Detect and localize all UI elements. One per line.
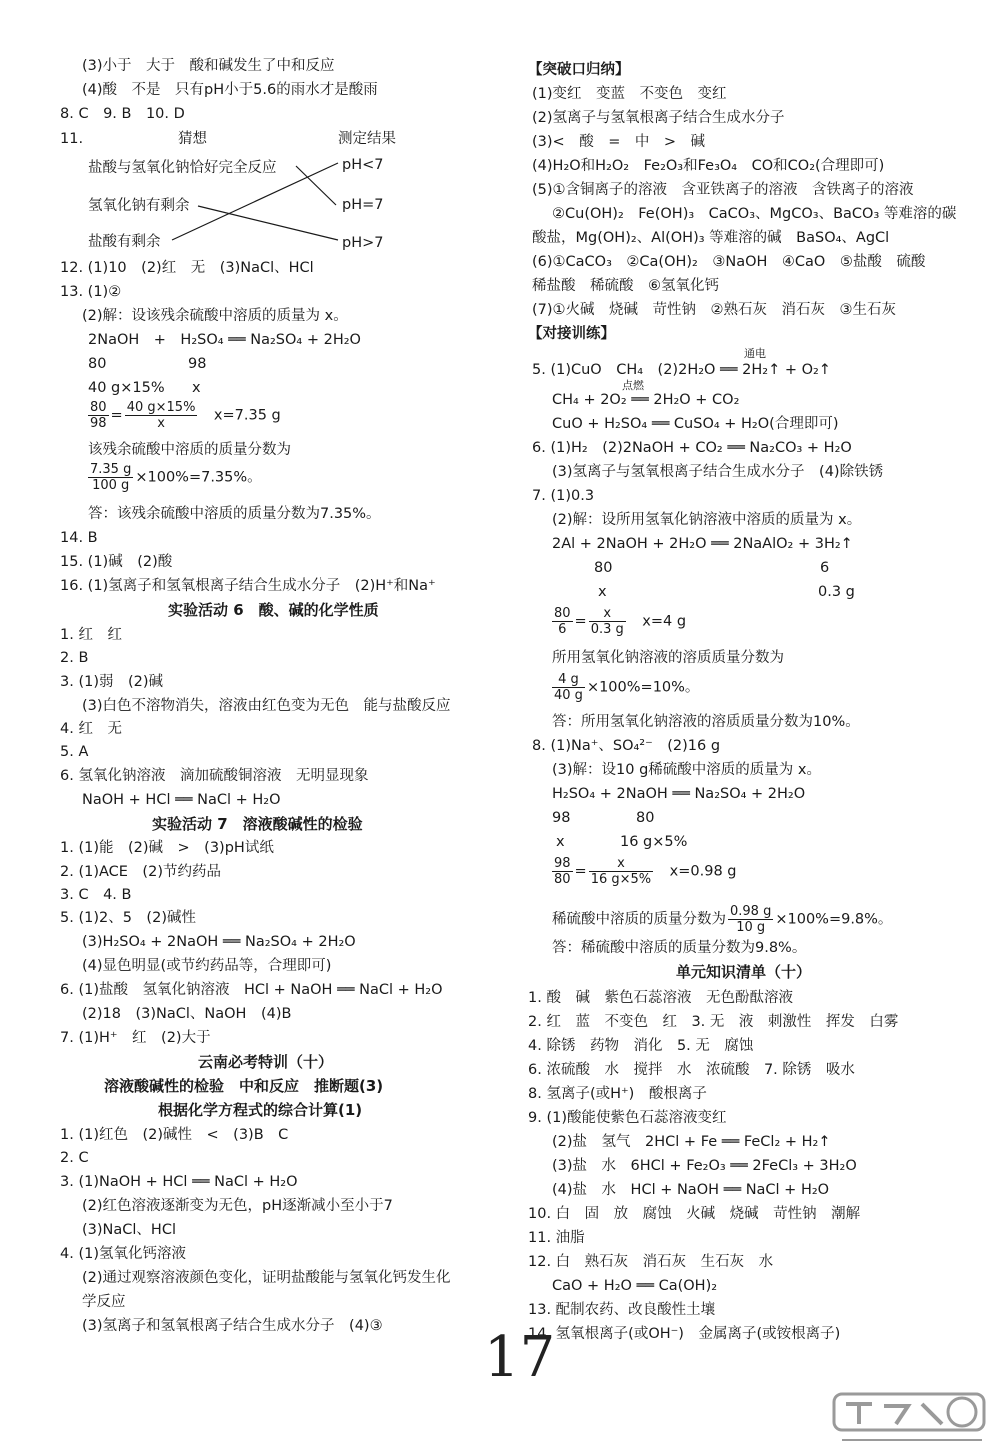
answer-line: (3)< 酸 = 中 > 碱	[532, 134, 705, 150]
answer-line: 6. (1)盐酸 氢氧化钠溶液 HCl + NaOH ══ NaCl + H₂O	[60, 982, 443, 998]
equation: 5. (1)CuO CH₄ (2)2H₂O ══ 2H₂↑ + O₂↑	[532, 362, 831, 378]
equation: (3)盐 水 6HCl + Fe₂O₃ ══ 2FeCl₃ + 3H₂O	[552, 1158, 857, 1174]
section-heading: 单元知识清单（十）	[676, 963, 812, 981]
answer-line: (3)白色不溶物消失，溶液由红色变为无色 能与盐酸反应	[82, 698, 451, 714]
answer-line: 4. 红 无	[60, 721, 122, 737]
match-line-1	[296, 166, 336, 205]
answer-line: (3)氢离子与氢氧根离子结合生成水分子 (4)除铁锈	[552, 464, 884, 480]
ratio-value: 6	[820, 560, 830, 576]
answer-line: 4. (1)氢氧化钙溶液	[60, 1246, 186, 1262]
equation: CaO + H₂O ══ Ca(OH)₂	[552, 1278, 718, 1294]
answer-line: (2)氢离子与氢氧根离子结合生成水分子	[532, 110, 785, 126]
column-header-result: 测定结果	[338, 131, 396, 147]
answer-line: 酸盐，Mg(OH)₂、Al(OH)₃ 等难溶的碱 BaSO₄、AgCl	[532, 230, 890, 246]
answer-line: 5. (1)2、5 (2)碱性	[60, 910, 196, 926]
answer-line: 7. (1)H⁺ 红 (2)大于	[60, 1030, 211, 1046]
answer-line: 3. C 4. B	[60, 887, 132, 903]
answer-line: 1. 酸 碱 紫色石蕊溶液 无色酚酞溶液	[528, 990, 793, 1006]
reaction-condition: 点燃	[622, 379, 644, 392]
fraction: $\frac{98}{80}$	[554, 856, 571, 887]
fraction-line: $\frac{7.35 g}{100 g}$ ×100%=7.35%。	[90, 462, 262, 493]
answer-line: 14. B	[60, 530, 98, 546]
fraction: $\frac{4 g}{40 g}$	[554, 672, 583, 703]
answer-line: 稀盐酸 稀硫酸 ⑥氢氧化钙	[532, 278, 719, 294]
ratio-value: x	[598, 584, 607, 600]
equation: 2NaOH + H₂SO₄ ══ Na₂SO₄ + 2H₂O	[88, 332, 361, 348]
answer-line: (2)18 (3)NaCl、NaOH (4)B	[82, 1006, 292, 1022]
ratio-value: 16 g×5%	[620, 834, 688, 850]
answer-line: 13. 配制农药、改良酸性土壤	[528, 1302, 716, 1318]
page-number: 17	[484, 1325, 556, 1390]
ratio-value: x	[556, 834, 565, 850]
equation: 6. (1)H₂ (2)2NaOH + CO₂ ══ Na₂CO₃ + H₂O	[532, 440, 852, 456]
ratio-value: 98	[552, 810, 571, 826]
answer-line: 8. C 9. B 10. D	[60, 106, 185, 122]
answer-line: 14. 氢氧根离子(或OH⁻) 金属离子(或铵根离子)	[528, 1326, 841, 1342]
answer-line: 学反应	[82, 1294, 126, 1310]
answer-line: (3)氢离子和氢氧根离子结合生成水分子 (4)③	[82, 1318, 383, 1334]
result-1: pH<7	[342, 157, 384, 173]
fraction: $\frac{x}{0.3 g}$	[590, 606, 624, 637]
answer-line: 2. C	[60, 1150, 89, 1166]
answer-line: 6. 氢氧化钠溶液 滴加硫酸铜溶液 无明显现象	[60, 768, 369, 784]
answer-line: 12. (1)10 (2)红 无 (3)NaCl、HCl	[60, 260, 314, 276]
answer-line: 1. (1)红色 (2)碱性 < (3)B C	[60, 1127, 289, 1143]
equation: (3)H₂SO₄ + 2NaOH ══ Na₂SO₄ + 2H₂O	[82, 934, 356, 950]
answer-line: (3)小于 大于 酸和碱发生了中和反应	[82, 58, 335, 74]
answer-line: (4)酸 不是 只有pH小于5.6的雨水才是酸雨	[82, 82, 378, 98]
answer-line: 16. (1)氢离子和氢氧根离子结合生成水分子 (2)H⁺和Na⁺	[60, 578, 436, 594]
answer-line: (2)红色溶液逐渐变为无色，pH逐渐减小至小于7	[82, 1198, 393, 1214]
answer-line: 9. (1)酸能使紫色石蕊溶液变红	[528, 1110, 727, 1126]
equation: 2Al + 2NaOH + 2H₂O ══ 2NaAlO₂ + 3H₂↑	[552, 536, 853, 552]
section-subheading: 根据化学方程式的综合计算(1)	[158, 1101, 363, 1119]
answer-line: 答：稀硫酸中溶质的质量分数为9.8%。	[552, 940, 807, 956]
answer-line: (2)通过观察溶液颜色变化，证明盐酸能与氢氧化钙发生化	[82, 1270, 451, 1286]
answer-line: (3)解：设10 g稀硫酸中溶质的质量为 x。	[552, 762, 821, 778]
ratio-value: 98	[188, 356, 207, 372]
fraction-line: $\frac{80}{98}$ = $\frac{40 g\times 15\%}{x}$ x=7.35 g	[90, 400, 281, 431]
answer-line: 所用氢氧化钠溶液的溶质质量分数为	[552, 650, 784, 666]
equation: 3. (1)NaOH + HCl ══ NaCl + H₂O	[60, 1174, 298, 1190]
answer-line: 答：所用氢氧化钠溶液的溶质质量分数为10%。	[552, 714, 860, 730]
answer-line: (7)①火碱 烧碱 苛性钠 ②熟石灰 消石灰 ③生石灰	[532, 302, 897, 318]
answer-line: 12. 白 熟石灰 消石灰 生石灰 水	[528, 1254, 774, 1270]
answer-line: 6. 浓硫酸 水 搅拌 水 浓硫酸 7. 除锈 吸水	[528, 1062, 855, 1078]
answer-line: ②Cu(OH)₂ Fe(OH)₃ CaCO₃、MgCO₃、BaCO₃ 等难溶的碳	[552, 206, 957, 222]
answer-line: 4. 除锈 药物 消化 5. 无 腐蚀	[528, 1038, 754, 1054]
fraction: $\frac{80}{98}$	[90, 400, 107, 431]
fraction: $\frac{x}{16 g\times 5\%}$	[590, 856, 652, 887]
answer-line: (2)解：设该残余硫酸中溶质的质量为 x。	[82, 308, 348, 324]
equation: CH₄ + 2O₂ ══ 2H₂O + CO₂	[552, 392, 740, 408]
answer-line: 2. 红 蓝 不变色 红 3. 无 液 刺激性 挥发 白雾	[528, 1014, 899, 1030]
answer-line: 13. (1)②	[60, 284, 122, 300]
answer-line: 该残余硫酸中溶质的质量分数为	[88, 442, 291, 458]
section-heading: 【对接训练】	[528, 326, 615, 342]
answer-line: (2)解：设所用氢氧化钠溶液中溶质的质量为 x。	[552, 512, 862, 528]
answer-line: (6)①CaCO₃ ②Ca(OH)₂ ③NaOH ④CaO ⑤盐酸 硫酸	[532, 254, 926, 270]
answer-line: 10. 白 固 放 腐蚀 火碱 烧碱 苛性钠 潮解	[528, 1206, 861, 1222]
ratio-value: 40 g×15%	[88, 380, 165, 396]
guess-3: 盐酸有剩余	[88, 234, 161, 250]
answer-line: 7. (1)0.3	[532, 488, 595, 504]
fraction: $\frac{40 g\times 15\%}{x}$	[126, 400, 196, 431]
section-heading: 云南必考特训（十）	[198, 1053, 334, 1071]
answer-line: (1)变红 变蓝 不变色 变红	[532, 86, 727, 102]
ratio-value: 0.3 g	[818, 584, 855, 600]
equation: H₂SO₄ + 2NaOH ══ Na₂SO₄ + 2H₂O	[552, 786, 806, 802]
fraction-line: 稀硫酸中溶质的质量分数为 $\frac{0.98 g}{10 g}$ ×100%=9.8%。	[552, 904, 893, 935]
section-heading: 实验活动 7 溶液酸碱性的检验	[152, 815, 363, 833]
ratio-value: 80	[88, 356, 107, 372]
matching-lines	[0, 0, 400, 260]
guess-2: 氢氧化钠有剩余	[88, 198, 190, 214]
reaction-condition: 通电	[744, 347, 766, 360]
ratio-value: 80	[594, 560, 613, 576]
result-3: pH>7	[342, 235, 384, 251]
equation: (4)盐 水 HCl + NaOH ══ NaCl + H₂O	[552, 1182, 830, 1198]
answer-line: 答：该残余硫酸中溶质的质量分数为7.35%。	[88, 506, 381, 522]
section-heading: 【突破口归纳】	[528, 62, 630, 78]
answer-line: 3. (1)弱 (2)碱	[60, 674, 164, 690]
answer-line: 11. 油脂	[528, 1230, 585, 1246]
column-header-guess: 猜想	[178, 131, 207, 147]
watermark-logo	[832, 1390, 992, 1450]
guess-1: 盐酸与氢氧化钠恰好完全反应	[88, 160, 277, 176]
match-line-3	[172, 163, 338, 240]
section-heading: 实验活动 6 酸、碱的化学性质	[168, 601, 379, 619]
section-subheading: 溶液酸碱性的检验 中和反应 推断题(3)	[104, 1077, 384, 1095]
ratio-value: 80	[636, 810, 655, 826]
answer-line: 15. (1)碱 (2)酸	[60, 554, 173, 570]
answer-line: 8. (1)Na⁺、SO₄²⁻ (2)16 g	[532, 738, 721, 754]
fraction-line: $\frac{4 g}{40 g}$ ×100%=10%。	[554, 672, 700, 703]
answer-line: (3)NaCl、HCl	[82, 1222, 176, 1238]
watermark-icon	[832, 1390, 992, 1450]
answer-line: 2. B	[60, 650, 89, 666]
result-2: pH=7	[342, 197, 384, 213]
answer-line: 1. (1)能 (2)碱 > (3)pH试纸	[60, 840, 274, 856]
answer-line: (4)H₂O和H₂O₂ Fe₂O₃和Fe₃O₄ CO和CO₂(合理即可)	[532, 158, 885, 174]
equation: (2)盐 氢气 2HCl + Fe ══ FeCl₂ + H₂↑	[552, 1134, 831, 1150]
equation: CuO + H₂SO₄ ══ CuSO₄ + H₂O(合理即可)	[552, 416, 839, 432]
match-line-2	[198, 206, 338, 240]
question-number: 11.	[60, 131, 84, 147]
answer-line: 5. A	[60, 744, 89, 760]
fraction: $\frac{0.98 g}{10 g}$	[730, 904, 772, 935]
fraction: $\frac{80}{6}$	[554, 606, 571, 637]
answer-line: 1. 红 红	[60, 627, 122, 643]
equation: NaOH + HCl ══ NaCl + H₂O	[82, 792, 281, 808]
answer-line: (4)显色明显(或节约药品等，合理即可)	[82, 958, 332, 974]
answer-line: (5)①含铜离子的溶液 含亚铁离子的溶液 含铁离子的溶液	[532, 182, 914, 198]
answer-line: 8. 氢离子(或H⁺) 酸根离子	[528, 1086, 707, 1102]
fraction: $\frac{7.35 g}{100 g}$	[90, 462, 132, 493]
answer-line: 2. (1)ACE (2)节约药品	[60, 864, 221, 880]
fraction-line: $\frac{80}{6}$ = $\frac{x}{0.3 g}$ x=4 g	[554, 606, 687, 637]
fraction-line: $\frac{98}{80}$ = $\frac{x}{16 g\times 5\%}$ x=0.98 g	[554, 856, 737, 887]
ratio-value: x	[192, 380, 201, 396]
